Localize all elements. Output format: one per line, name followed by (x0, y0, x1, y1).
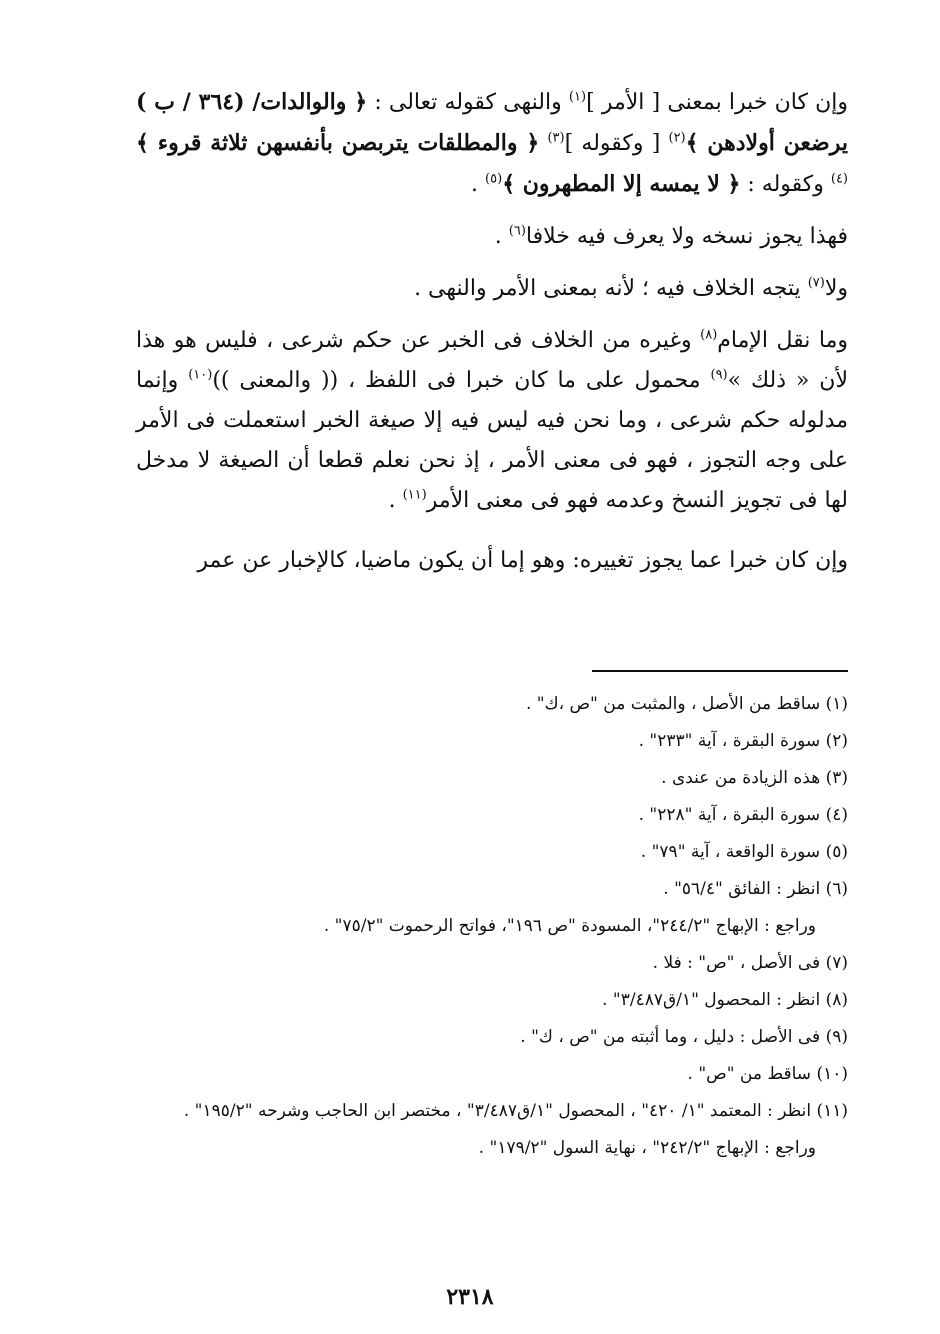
footnote-3: (٣) هذه الزيادة من عندى . (661, 768, 848, 788)
paragraph-3 (136, 269, 848, 309)
footnote-ref: (٧) (807, 275, 825, 291)
footnote-ref: (٨) (700, 327, 718, 343)
paragraph-text: . (471, 172, 486, 197)
footnote-9: (٩) فى الأصل : دليل ، وما أثبته من "ص ، ك" . (520, 1027, 848, 1047)
footnote-ref: (٥) (485, 171, 503, 187)
footnote-ref: (٦) (508, 223, 526, 239)
footnote-8: (٨) انظر : المحصول "١/ق٣/٤٨٧" . (602, 990, 848, 1010)
main-text (136, 82, 848, 581)
footnote-ref: (١١) (402, 487, 427, 503)
footnote-ref: (٣) (547, 130, 565, 146)
footnote-1: (١) ساقط من الأصل ، والمثبت من "ص ،ك" . (525, 694, 848, 714)
quran-verse: ﴿ لا يمسه إلا المطهرون ﴾ (502, 171, 741, 197)
paragraph-text: . (388, 488, 403, 513)
quran-verse: ﴿ والمطلقات يتربصن بأنفسهن ثلاثة قروء ﴾ (136, 130, 540, 156)
paragraph-4 (136, 321, 848, 521)
footnote-2: (٢) سورة البقرة ، آية "٢٣٣" . (638, 731, 848, 751)
paragraph-5 (136, 541, 848, 581)
footnote-4: (٤) سورة البقرة ، آية "٢٢٨" . (638, 805, 848, 825)
footnote-divider (592, 670, 848, 672)
footnote-6-continued: وراجع : الإبهاج "٢٤٤/٢"، المسودة "ص ١٩٦"، فواتح الرحموت "٧٥/٢" . (323, 916, 816, 936)
footnote-ref: (١٠) (188, 367, 213, 383)
paragraph-1 (136, 82, 848, 205)
quran-verse: ﴿ والوالدات/ (٣٦٤ / ب ) يرضعن أولادهن ﴾ (136, 89, 848, 156)
footnote-7: (٧) فى الأصل ، "ص" : فلا . (652, 953, 848, 973)
footnote-6: (٦) انظر : الفائق "٥٦/٤" . (663, 879, 848, 899)
paragraph-text: يتجه الخلاف فيه ؛ لأنه بمعنى الأمر والنهى . (414, 276, 808, 301)
paragraph-text: فهذا يجوز نسخه ولا يعرف فيه خلافا (525, 224, 848, 249)
paragraph-text: محمول على ما كان خبرا فى اللفظ ، (( والمعنى )) (212, 368, 711, 393)
footnote-11: (١١) انظر : المعتمد "١/ ٤٢٠" ، المحصول "١/ق٣/٤٨٧" ، مختصر ابن الحاجب وشرحه "١٩٥/٢" . (183, 1101, 848, 1121)
paragraph-text: وإن كان خبرا بمعنى [ الأمر ] (586, 90, 848, 115)
paragraph-text: . (494, 224, 509, 249)
paragraph-text: وإنما مدلوله حكم شرعى ، وما نحن فيه ليس فيه إلا صيغة الخبر استعملت فى الأمر على وجه التجوز ، فهو فى معنى الأمر ، إذ نحن نعلم قطعا أن الصيغة لا مدخل لها فى تجويز النسخ وعدمه فهو فى معنى الأمر (136, 368, 848, 513)
paragraph-text: وكقوله : (740, 172, 831, 197)
footnote-ref: (٩) (710, 367, 728, 383)
paragraph-2 (136, 217, 848, 257)
paragraph-text: وما نقل الإمام (717, 328, 848, 353)
footnote-ref: (٤) (830, 171, 848, 187)
paragraph-text: ولا (824, 276, 848, 301)
footnote-ref: (١) (568, 89, 587, 105)
footnote-5: (٥) سورة الواقعة ، آية "٧٩" . (640, 842, 848, 862)
paragraph-text: وغيره من الخلاف فى الخبر عن حكم شرعى ، فليس هو هذا لأن « ذلك » (136, 328, 848, 393)
paragraph-text: وإن كان خبرا عما يجوز تغييره: وهو إما أن يكون ماضيا، كالإخبار عن عمر (197, 548, 848, 573)
paragraph-text: [ وكقوله ] (564, 131, 669, 156)
page-number: ٢٣١٨ (446, 1284, 494, 1310)
paragraph-text: والنهى كقوله تعالى : (367, 90, 569, 115)
footnote-ref: (٢) (668, 130, 686, 146)
footnote-11-continued: وراجع : الإبهاج "٢٤٢/٢" ، نهاية السول "١٧٩/٢" . (478, 1138, 816, 1158)
footnote-10: (١٠) ساقط من "ص" . (687, 1064, 848, 1084)
footnotes (136, 692, 848, 1173)
